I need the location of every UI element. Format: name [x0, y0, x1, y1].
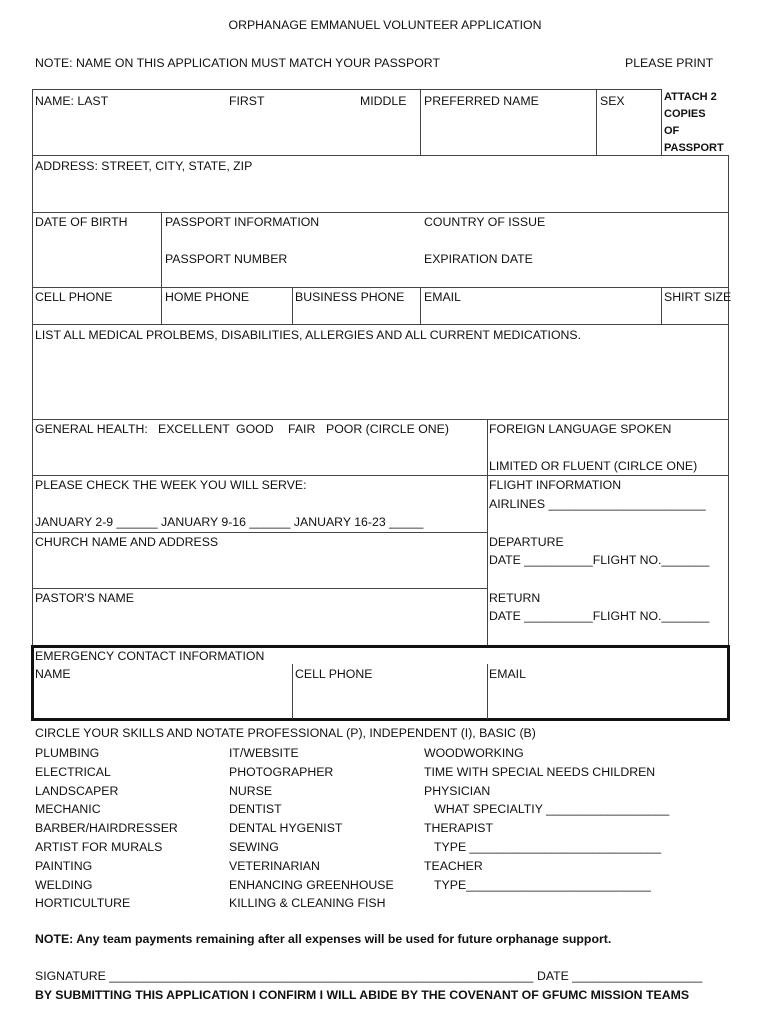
week-options[interactable]: JANUARY 2-9 ______ JANUARY 9-16 ______ JANUARY 16-23 _____: [35, 515, 424, 529]
skills-column-3: [424, 744, 669, 913]
skill-item[interactable]: ELECTRICAL: [35, 764, 111, 779]
emergency-cell-label: CELL PHONE: [295, 667, 373, 681]
name-last-label: NAME: LAST: [35, 94, 109, 108]
sex-label: SEX: [600, 94, 625, 108]
flight-info-label: FLIGHT INFORMATION: [489, 478, 622, 492]
health-poor[interactable]: POOR (CIRCLE ONE): [326, 422, 449, 436]
name-first-label: FIRST: [229, 94, 265, 108]
skill-item[interactable]: ARTIST FOR MURALS: [35, 839, 163, 854]
shirt-size-label: SHIRT SIZE: [664, 290, 732, 304]
name-middle-label: MIDDLE: [360, 94, 407, 108]
skill-item[interactable]: [424, 894, 669, 913]
skills-column-1: [35, 744, 178, 913]
skill-item[interactable]: NURSE: [229, 783, 273, 798]
general-health-label: GENERAL HEALTH:: [35, 422, 148, 436]
emergency-name-label: NAME: [35, 667, 71, 681]
skill-item[interactable]: THERAPIST: [424, 821, 494, 836]
date-field[interactable]: DATE ___________________: [537, 969, 703, 983]
skills-column-2: [229, 744, 394, 913]
skill-item[interactable]: IT/WEBSITE: [229, 746, 299, 760]
emergency-title: EMERGENCY CONTACT INFORMATION: [35, 649, 265, 663]
emergency-email-label: EMAIL: [489, 667, 526, 681]
business-phone-label: BUSINESS PHONE: [295, 290, 405, 304]
home-phone-label: HOME PHONE: [165, 290, 250, 304]
skill-item[interactable]: HORTICULTURE: [35, 896, 131, 911]
address-label: ADDRESS: STREET, CITY, STATE, ZIP: [35, 159, 253, 173]
skill-item[interactable]: PAINTING: [35, 858, 93, 873]
departure-date-flight-field[interactable]: DATE __________FLIGHT NO._______: [489, 553, 710, 567]
covenant-confirmation: BY SUBMITTING THIS APPLICATION I CONFIRM I WILL ABIDE BY THE COVENANT OF GFUMC MISSION TEAMS: [35, 988, 690, 1002]
page-title: ORPHANAGE EMMANUEL VOLUNTEER APPLICATION: [228, 18, 542, 32]
preferred-name-label: PREFERRED NAME: [424, 94, 539, 108]
skill-item[interactable]: KILLING & CLEANING FISH: [229, 896, 386, 911]
skill-item[interactable]: TYPE ____________________________: [424, 839, 662, 854]
foreign-language-label: FOREIGN LANGUAGE SPOKEN: [489, 422, 672, 436]
skill-item[interactable]: BARBER/HAIRDRESSER: [35, 821, 178, 836]
skill-item[interactable]: PHOTOGRAPHER: [229, 764, 334, 779]
passport-note: NOTE: NAME ON THIS APPLICATION MUST MATCH YOUR PASSPORT: [35, 56, 440, 70]
limited-fluent-label: LIMITED OR FLUENT (CIRLCE ONE): [489, 459, 698, 473]
week-label: PLEASE CHECK THE WEEK YOU WILL SERVE:: [35, 478, 307, 492]
skill-item[interactable]: DENTIST: [229, 802, 282, 817]
attach-passport-note: ATTACH 2 COPIES OF PASSPORT: [664, 91, 724, 154]
church-label: CHURCH NAME AND ADDRESS: [35, 535, 219, 549]
please-print: PLEASE PRINT: [625, 56, 714, 70]
passport-number-label: PASSPORT NUMBER: [165, 252, 288, 266]
health-excellent[interactable]: EXCELLENT: [158, 422, 230, 436]
skill-item[interactable]: PHYSICIAN: [424, 783, 491, 798]
skill-item[interactable]: SEWING: [229, 839, 279, 854]
skill-item[interactable]: DENTAL HYGENIST: [229, 821, 343, 836]
country-label: COUNTRY OF ISSUE: [424, 215, 546, 229]
expiration-label: EXPIRATION DATE: [424, 252, 533, 266]
skill-item[interactable]: ENHANCING GREENHOUSE: [229, 877, 394, 892]
skill-item[interactable]: VETERINARIAN: [229, 858, 320, 873]
return-date-flight-field[interactable]: DATE __________FLIGHT NO._______: [489, 609, 710, 623]
email-label: EMAIL: [424, 290, 461, 304]
passport-info-label: PASSPORT INFORMATION: [165, 215, 320, 229]
skill-item[interactable]: WELDING: [35, 877, 93, 892]
medical-label: LIST ALL MEDICAL PROLBEMS, DISABILITIES, ALLERGIES AND ALL CURRENT MEDICATIONS.: [35, 328, 582, 342]
airlines-field[interactable]: AIRLINES _______________________: [489, 497, 706, 511]
cell-phone-label: CELL PHONE: [35, 290, 113, 304]
skills-title: CIRCLE YOUR SKILLS AND NOTATE PROFESSIONAL (P), INDEPENDENT (I), BASIC (B): [35, 726, 536, 740]
skill-item[interactable]: TIME WITH SPECIAL NEEDS CHILDREN: [424, 764, 656, 779]
skill-item[interactable]: TEACHER: [424, 858, 483, 873]
payments-note: NOTE: Any team payments remaining after all expenses will be used for future orphanage support.: [35, 932, 612, 946]
health-fair[interactable]: FAIR: [288, 422, 316, 436]
dob-label: DATE OF BIRTH: [35, 215, 128, 229]
skill-item[interactable]: LANDSCAPER: [35, 783, 119, 798]
departure-label: DEPARTURE: [489, 535, 564, 549]
health-good[interactable]: GOOD: [236, 422, 274, 436]
pastor-label: PASTOR'S NAME: [35, 591, 134, 605]
skill-item[interactable]: WHAT SPECIALTIY __________________: [424, 802, 670, 817]
return-label: RETURN: [489, 591, 541, 605]
skill-item[interactable]: MECHANIC: [35, 802, 101, 817]
skill-item[interactable]: WOODWORKING: [424, 746, 524, 760]
skill-item[interactable]: PLUMBING: [35, 746, 100, 760]
skill-item[interactable]: TYPE___________________________: [424, 877, 651, 892]
signature-field[interactable]: SIGNATURE ______________________________________________________________: [35, 969, 534, 983]
